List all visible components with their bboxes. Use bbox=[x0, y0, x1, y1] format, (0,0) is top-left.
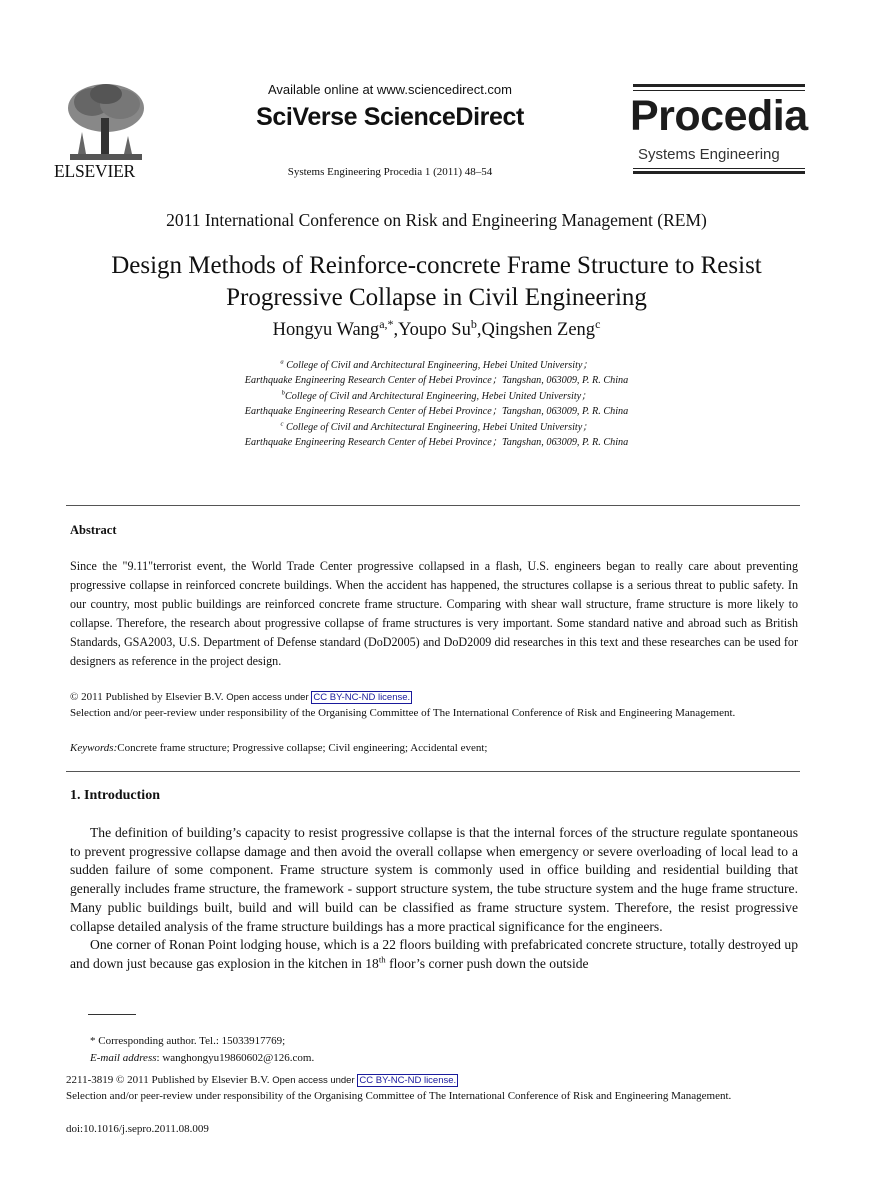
abstract-body: Since the "9.11"terrorist event, the World Trade Center progressive collapsed in a flash, U.S. engineers began to really care about preventing progressive collapse in reinforced concrete buildings. When the accident has happened, the structures collapse is a serious threat to public safety. In our country, most public buildings are reinforced concrete frame structure. Comparing with shear wall structure, frame structure is more likely to collapse. Therefore, the research about progressive collapse of frame structures is very important. Some standard native and abroad such as British Standards, GSA2003, U.S. Department of Defense standard (DoD2005) and DoD2009 did researches in this text and these researches can be used for designers as reference in the project design. bbox=[70, 559, 798, 668]
procedia-top-rule-2 bbox=[633, 90, 805, 91]
section-1-body bbox=[70, 824, 798, 974]
affiliation-b-line-1 bbox=[40, 389, 833, 404]
section-1-heading: 1. Introduction bbox=[70, 788, 160, 803]
author-list bbox=[40, 316, 833, 341]
affiliation-c-line-2: Earthquake Engineering Research Center of Hebei Province；Tangshan, 063009, P. R. China bbox=[244, 437, 629, 449]
elsevier-logo bbox=[54, 82, 152, 181]
footnote-email-label: E-mail address bbox=[90, 1052, 157, 1064]
procedia-logo bbox=[629, 84, 808, 180]
footnote-email: : wanghongyu19860602@126.com. bbox=[156, 1052, 315, 1064]
affiliation-c-text: College of Civil and Architectural Engineering, Hebei United University； bbox=[283, 421, 593, 433]
keywords-text: Concrete frame structure; Progressive collapse; Civil engineering; Accidental event; bbox=[117, 742, 488, 754]
affiliations bbox=[40, 358, 833, 450]
author-1-sep: , bbox=[393, 320, 399, 340]
author-1-affil: a,* bbox=[379, 316, 394, 331]
rule-above-abstract bbox=[66, 505, 800, 506]
author-2-name: Youpo Su bbox=[398, 320, 471, 340]
abstract-heading: Abstract bbox=[70, 523, 117, 537]
keywords-line bbox=[70, 740, 487, 756]
elsevier-tree-icon bbox=[60, 82, 152, 162]
footer-copyright-line bbox=[66, 1072, 458, 1089]
journal-citation: Systems Engineering Procedia 1 (2011) 48–54 bbox=[287, 166, 493, 178]
abstract-review-note: Selection and/or peer-review under responsibility of the Organising Committee of The International Conference of Risk and Engineering Management. bbox=[70, 707, 736, 719]
keywords-label: Keywords: bbox=[70, 742, 118, 754]
author-2-sep: , bbox=[476, 320, 482, 340]
paper-title-line-1: Design Methods of Reinforce-concrete Frame Structure to Resist bbox=[111, 252, 762, 279]
affiliation-b-mark: b bbox=[281, 389, 285, 397]
footer-review-note: Selection and/or peer-review under responsibility of the Organising Committee of The International Conference of Risk and Engineering Management. bbox=[66, 1090, 732, 1102]
conference-name: 2011 International Conference on Risk and Engineering Management (REM) bbox=[166, 210, 707, 230]
abstract-open-access: Open access under bbox=[226, 692, 309, 703]
procedia-bottom-rule bbox=[633, 168, 805, 169]
affiliation-b-text: College of Civil and Architectural Engineering, Hebei United University； bbox=[284, 390, 592, 402]
intro-paragraph-2-part-1: One corner of Ronan Point lodging house, which is a 22 floors building with prefabricated concrete structure, totally destroyed up and down just because gas explosion in the kitchen in 18 bbox=[70, 937, 798, 971]
procedia-subtitle: Systems Engineering bbox=[638, 146, 780, 163]
affiliation-a-line-1 bbox=[40, 358, 833, 373]
footnote-rule bbox=[88, 1014, 136, 1015]
author-1-name: Hongyu Wang bbox=[272, 320, 380, 340]
footnote-email-line bbox=[90, 1050, 314, 1066]
footer-license-link[interactable]: CC BY-NC-ND license. bbox=[359, 1075, 457, 1086]
affiliation-c-mark: c bbox=[280, 420, 284, 428]
abstract-license-link[interactable]: CC BY-NC-ND license. bbox=[313, 692, 411, 703]
intro-paragraph-2-sup: th bbox=[378, 954, 386, 965]
footnote-corresponding: * Corresponding author. Tel.: 15033917769; bbox=[90, 1035, 286, 1047]
footer-issn: 2211-3819 © 2011 Published by Elsevier B.V. bbox=[66, 1074, 270, 1086]
affiliation-b-line-2: Earthquake Engineering Research Center of Hebei Province；Tangshan, 063009, P. R. China bbox=[244, 406, 629, 418]
intro-paragraph-2 bbox=[70, 936, 798, 973]
author-3-name: Qingshen Zeng bbox=[481, 320, 596, 340]
footer-open-access: Open access under bbox=[272, 1075, 355, 1086]
sciverse-logo: SciVerse ScienceDirect bbox=[256, 103, 524, 131]
procedia-wordmark: Procedia bbox=[630, 92, 808, 140]
affiliation-c-line-1 bbox=[40, 420, 833, 435]
affiliation-a-line-2: Earthquake Engineering Research Center of Hebei Province；Tangshan, 063009, P. R. China bbox=[244, 375, 629, 387]
author-2-affil: b bbox=[470, 316, 477, 331]
procedia-top-rule bbox=[633, 84, 805, 87]
author-3-affil: c bbox=[595, 316, 601, 331]
abstract-copyright-line bbox=[70, 689, 412, 706]
intro-paragraph-1: The definition of building’s capacity to resist progressive collapse is that the internal forces of the structure regulate spontaneous to prevent progressive collapse damage and then avoid the overall collapse when emergency or severe overloading of local lead to a sudden failure of some component. Frame structure system is commonly used in office building and residential building that generally includes frame structure, the framework - support structure system, the tube structure system and the huge frame structure. Many public buildings built, build and will build can be classified as frame structure system. Therefore, the resist progressive collapse detailed analysis of the frame structure buildings has a more practical significance for the engineers. bbox=[70, 825, 798, 934]
affiliation-a-text: College of Civil and Architectural Engineering, Hebei United University； bbox=[283, 360, 593, 371]
paper-title-line-2: Progressive Collapse in Civil Engineering bbox=[226, 284, 647, 311]
procedia-bottom-rule-2 bbox=[633, 171, 805, 174]
available-online-text: Available online at www.sciencedirect.com bbox=[268, 82, 512, 97]
abstract-copyright: © 2011 Published by Elsevier B.V. bbox=[70, 691, 224, 703]
footer-doi: doi:10.1016/j.sepro.2011.08.009 bbox=[66, 1123, 209, 1135]
rule-below-abstract bbox=[66, 771, 800, 772]
affiliation-a-mark: a bbox=[280, 358, 284, 366]
intro-paragraph-2-part-2: floor’s corner push down the outside bbox=[385, 955, 589, 971]
publisher-name: ELSEVIER bbox=[54, 161, 136, 181]
